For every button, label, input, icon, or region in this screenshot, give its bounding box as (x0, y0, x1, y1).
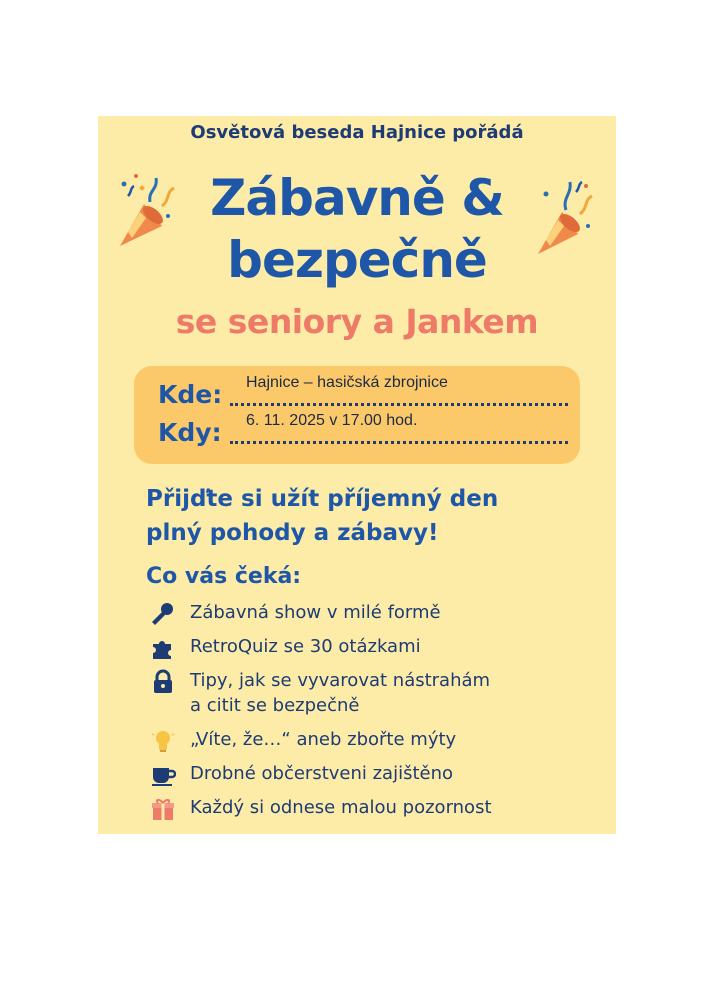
poster-title-line-2: bezpečně (227, 231, 487, 289)
organizer-line: Osvětová beseda Hajnice pořádá (190, 122, 524, 143)
list-item (148, 761, 588, 786)
when-value: 6. 11. 2025 v 17.00 hod. (246, 412, 418, 429)
invitation-line-2: plný pohody a zábavy! (146, 520, 439, 546)
when-row (158, 412, 568, 450)
event-info-box (134, 366, 580, 464)
list-item-text: Každý si odnese malou pozornost (190, 797, 492, 818)
cup-icon (150, 762, 176, 788)
poster-title-line-1: Zábavně & (210, 169, 504, 227)
list-item-text: RetroQuiz se 30 otázkami (190, 636, 421, 657)
list-item-text: Tipy, jak se vyvarovat nástrahám a citit se bezpečně (190, 670, 491, 716)
list-item-text: Zábavná show v milé formě (190, 602, 441, 623)
gift-icon (150, 796, 176, 822)
microphone-icon (150, 601, 176, 627)
lock-icon (150, 669, 176, 695)
puzzle-icon (150, 635, 176, 661)
where-label: Kde: (158, 380, 223, 409)
list-item-text: Drobné občerstveni zajištěno (190, 763, 454, 784)
list-item (148, 668, 588, 718)
program-list (148, 600, 588, 829)
where-value: Hajnice – hasičská zbrojnice (246, 374, 448, 391)
list-item (148, 727, 588, 752)
list-item (148, 795, 588, 820)
list-item (148, 600, 588, 625)
when-label: Kdy: (158, 418, 222, 447)
where-row (158, 374, 568, 412)
invitation-text (146, 482, 586, 550)
invitation-line-1: Přijďte si užít příjemný den (146, 486, 499, 512)
dotted-line (230, 403, 568, 406)
what-to-expect-heading: Co vás čeká: (146, 564, 302, 589)
dotted-line (230, 441, 568, 444)
list-item (148, 634, 588, 659)
list-item-text: „Víte, že…“ aneb zbořte mýty (190, 729, 457, 750)
poster-subtitle: se seniory a Jankem (175, 302, 539, 341)
event-poster (98, 116, 616, 834)
lightbulb-icon (150, 728, 176, 754)
